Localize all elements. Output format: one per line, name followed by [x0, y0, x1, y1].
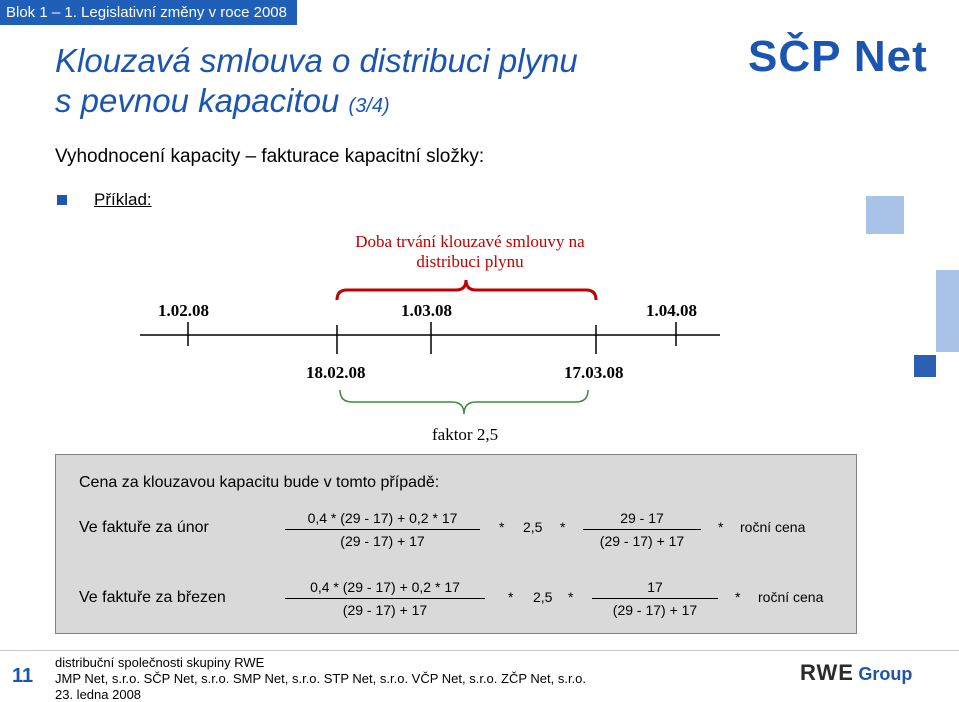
page-number: 11 — [12, 665, 34, 687]
slide-title-line1: Klouzavá smlouva o distribuci plynu — [55, 42, 578, 79]
row-feb-label: Ve faktuře za únor — [79, 519, 209, 536]
green-brace — [340, 390, 588, 414]
row-mar-frac2-denominator: (29 - 17) + 17 — [612, 602, 698, 618]
row-mar-fraction-1 — [285, 579, 485, 618]
row-mar-frac2-numerator: 17 — [647, 579, 663, 595]
row-feb-frac2-denominator: (29 - 17) + 17 — [599, 533, 685, 549]
row-mar-tail: roční cena — [758, 589, 824, 605]
date-bottom-1: 18.02.08 — [306, 363, 366, 382]
rwe-group-text: Group — [858, 664, 913, 684]
row-feb-op2: * — [560, 519, 566, 535]
row-mar-frac1-denominator: (29 - 17) + 17 — [342, 602, 428, 618]
date-bottom-2: 17.03.08 — [564, 363, 624, 382]
footer-line1: distribuční společnosti skupiny RWE — [55, 655, 265, 670]
row-feb-frac2-numerator: 29 - 17 — [620, 510, 664, 526]
slide-title-suffix: (3/4) — [348, 95, 390, 117]
subtitle: Vyhodnocení kapacity – fakturace kapacitní složky: — [55, 146, 485, 167]
row-mar-op1: * — [508, 589, 514, 605]
date-top-3: 1.04.08 — [646, 301, 697, 320]
rwe-logo-text: RWE — [800, 660, 854, 685]
row-feb-factor: 2,5 — [523, 519, 543, 535]
box-heading: Cena za klouzavou kapacitu bude v tomto případě: — [79, 474, 440, 491]
row-feb-fraction-1 — [285, 510, 480, 549]
slide-title-main: s pevnou kapacitou — [55, 82, 340, 119]
footer-divider — [0, 650, 959, 651]
row-mar-op2: * — [568, 589, 574, 605]
footer-line2: JMP Net, s.r.o. SČP Net, s.r.o. SMP Net, s.r.o. STP Net, s.r.o. VČP Net, s.r.o. ZČP Net, s.r.o. — [55, 671, 587, 686]
factor-label: faktor 2,5 — [432, 425, 499, 444]
row-feb-frac1-denominator: (29 - 17) + 17 — [340, 533, 425, 549]
footer-line3: 23. ledna 2008 — [55, 687, 142, 702]
row-mar-op3: * — [735, 589, 741, 605]
date-top-2: 1.03.08 — [401, 301, 452, 320]
row-mar-fraction-2 — [592, 579, 718, 618]
row-mar-label: Ve faktuře za březen — [79, 589, 226, 606]
rwe-group-logo — [800, 660, 912, 686]
duration-label-line1: Doba trvání klouzavé smlouvy na — [355, 232, 585, 251]
row-mar-factor: 2,5 — [533, 589, 553, 605]
row-mar-frac1-numerator: 0,4 * (29 - 17) + 0,2 * 17 — [310, 579, 460, 595]
example-label: Příklad: — [94, 190, 152, 209]
scp-net-logo: SČP Net — [748, 32, 928, 81]
date-top-1: 1.02.08 — [158, 301, 209, 320]
row-feb-frac1-numerator: 0,4 * (29 - 17) + 0,2 * 17 — [307, 510, 458, 526]
duration-label-line2: distribuci plynu — [416, 252, 524, 271]
row-feb-op3: * — [718, 519, 724, 535]
row-feb-tail: roční cena — [740, 519, 806, 535]
header-tab: Blok 1 – 1. Legislativní změny v roce 2008 — [0, 0, 297, 25]
red-brace — [337, 280, 596, 300]
row-feb-fraction-2 — [583, 510, 701, 549]
row-feb-op1: * — [499, 519, 505, 535]
